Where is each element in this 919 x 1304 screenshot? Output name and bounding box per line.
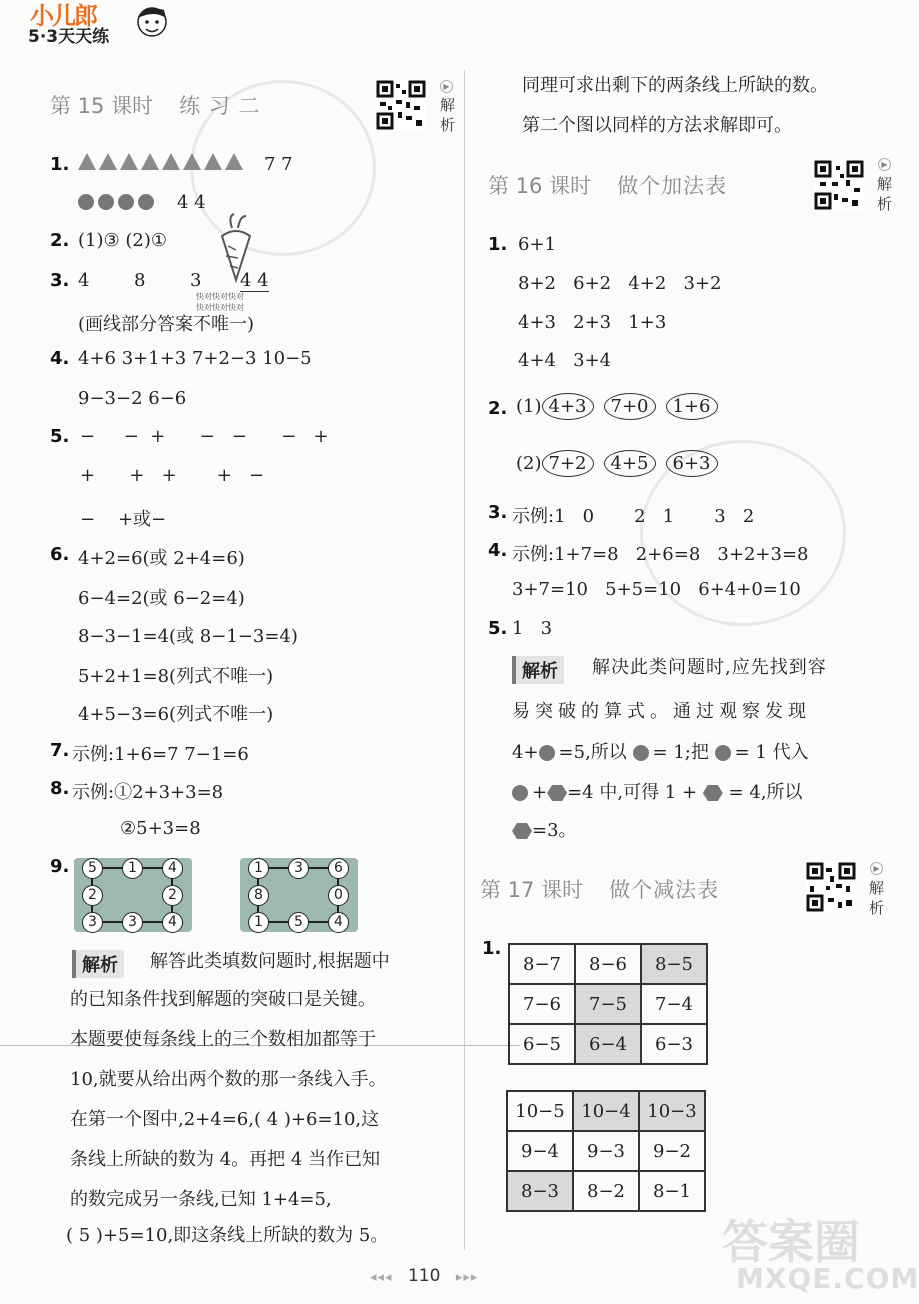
table-cell: 6−4 — [575, 1024, 641, 1064]
circle-symbol-icon — [633, 745, 649, 761]
lesson-15-title — [50, 90, 260, 120]
q16-3-answer: 示例:1 0 2 1 3 2 — [512, 506, 755, 527]
circled-answer: 1+6 — [666, 393, 718, 420]
table-cell: 10−5 — [507, 1091, 573, 1131]
q15-4-line-1: 4+6 3+1+3 7+2−3 10−5 — [78, 348, 312, 369]
q17-1-number: 1. — [482, 938, 502, 959]
lesson-16-title — [488, 170, 727, 200]
puzzle2-cell: 1 — [248, 858, 269, 879]
watermark-url: MXQE.COM — [736, 1262, 919, 1295]
analysis-line-6: 条线上所缺的数为 4。再把 4 当作已知 — [70, 1149, 381, 1170]
table-cell: 6−5 — [509, 1024, 575, 1064]
analysis-line-8: ( 5 )+5=10,即这条线上所缺的数为 5。 — [66, 1225, 389, 1246]
analysis-text: =4 中,可得 1 + — [567, 782, 698, 803]
q15-6-line-2: 6−4=2(或 6−2=4) — [78, 588, 245, 609]
analysis-text: =5,所以 — [558, 742, 627, 763]
q15-2-number: 2. — [50, 230, 70, 251]
play-icon: ▶ — [440, 80, 453, 93]
q16-2-row-2 — [516, 450, 728, 477]
q15-8-line-1: 示例:①2+3+3=8 — [72, 782, 224, 803]
puzzle1-cell: 5 — [82, 858, 103, 879]
puzzle1-cell: 3 — [122, 912, 143, 933]
subtraction-table-2 — [506, 1090, 706, 1212]
hexagon-symbol-icon — [512, 823, 532, 839]
q15-8-number: 8. — [50, 778, 70, 799]
subtraction-table-1 — [508, 943, 708, 1065]
play-icon: ▶ — [870, 862, 883, 875]
q15-6-line-1: 4+2=6(或 2+4=6) — [78, 548, 245, 569]
table-cell: 10−4 — [573, 1091, 639, 1131]
puzzle1-cell: 4 — [162, 858, 183, 879]
table-cell: 7−6 — [509, 984, 575, 1024]
number-puzzle-1 — [74, 858, 192, 932]
q15-2-answer: (1)③ (2)① — [78, 230, 167, 251]
continued-line-1: 同理可求出剩下的两条线上所缺的数。 — [522, 75, 828, 96]
puzzle2-cell: 3 — [288, 858, 309, 879]
puzzle1-cell: 2 — [82, 885, 103, 906]
page-number: 110 — [407, 1266, 441, 1286]
prev-arrows-icon: ◂◂◂ — [370, 1270, 393, 1285]
table-cell: 8−6 — [575, 944, 641, 984]
q16-1-line-2: 8+2 6+2 4+2 3+2 — [518, 273, 722, 294]
table-cell: 8−1 — [639, 1171, 705, 1211]
q16-2-number: 2. — [488, 398, 508, 419]
q16-5-analysis-1: 解决此类问题时,应先找到容 — [592, 657, 827, 678]
number-puzzle-2 — [240, 858, 358, 932]
lesson-16-number: 第 16 课时 — [488, 174, 592, 198]
q15-4-number: 4. — [50, 348, 70, 369]
watermark-main: 答案圈 — [722, 1215, 860, 1269]
tiny-stamp-2: 快对快对快对 — [196, 303, 244, 312]
q15-1-number: 1. — [50, 154, 70, 175]
brand-logo — [22, 0, 182, 46]
q16-2-row-1 — [516, 393, 728, 420]
q15-6-line-3: 8−3−1=4(或 8−1−3=4) — [78, 626, 298, 647]
puzzle1-cell: 1 — [122, 858, 143, 879]
circle-symbol-icon — [715, 745, 731, 761]
q16-3-number: 3. — [488, 502, 508, 523]
lesson-17-number: 第 17 课时 — [480, 878, 584, 902]
q15-9-number: 9. — [50, 856, 70, 877]
hexagon-symbol-icon — [547, 785, 567, 801]
hexagon-symbol-icon — [703, 785, 723, 801]
qr-code-lesson-17[interactable] — [806, 862, 856, 912]
next-arrows-icon: ▸▸▸ — [455, 1270, 479, 1285]
lesson-17-title — [480, 874, 719, 904]
q15-3-number: 3. — [50, 270, 70, 291]
table-cell: 8−5 — [641, 944, 707, 984]
q15-5-line-1: − − + − − − + — [80, 426, 329, 447]
q16-1-line-4: 4+4 3+4 — [518, 350, 612, 371]
q16-5-analysis-4 — [512, 778, 803, 804]
table-cell: 8−7 — [509, 944, 575, 984]
analysis-text: = 1;把 — [652, 742, 709, 763]
q16-5-number: 5. — [488, 618, 508, 639]
carrot-icon — [214, 212, 258, 282]
q16-5-answer: 1 3 — [512, 618, 553, 639]
q15-1-triangles — [78, 153, 246, 175]
circled-answer: 7+2 — [542, 450, 594, 477]
puzzle2-cell: 1 — [248, 912, 269, 933]
circled-answer: 4+3 — [542, 393, 594, 420]
q15-3-note: (画线部分答案不唯一) — [78, 314, 255, 335]
q15-3-a: 4 — [78, 270, 90, 291]
q16-1-line-1: 6+1 — [518, 234, 556, 255]
q16-4-number: 4. — [488, 540, 508, 561]
q15-4-line-2: 9−3−2 6−6 — [78, 388, 187, 409]
analysis-line-1: 解答此类填数问题时,根据题中 — [150, 951, 390, 972]
page-footer — [370, 1266, 478, 1286]
puzzle1-cell: 2 — [162, 885, 183, 906]
analysis-line-4: 10,就要从给出两个数的那一条线入手。 — [70, 1069, 387, 1090]
q15-6-line-5: 4+5−3=6(列式不唯一) — [78, 704, 274, 725]
lesson-15-name: 练 习 二 — [179, 94, 261, 118]
q15-5-line-3: − +或− — [80, 509, 167, 530]
lesson-16-name: 做个加法表 — [617, 174, 728, 198]
analysis-label-right: 解析 — [512, 656, 564, 684]
analysis-line-5: 在第一个图中,2+4=6,( 4 )+6=10,这 — [70, 1109, 380, 1130]
analysis-label-left: 解析 — [72, 950, 124, 978]
q16-2-part-2: (2) — [516, 453, 542, 474]
analysis-line-3: 本题要使每条线上的三个数相加都等于 — [70, 1029, 376, 1050]
q15-7-number: 7. — [50, 740, 70, 761]
q15-8-line-2: ②5+3=8 — [120, 818, 201, 839]
analysis-text: =3。 — [532, 820, 577, 841]
qr-code-icon — [814, 160, 864, 210]
analysis-line-7: 的数完成另一条线,已知 1+4=5, — [70, 1189, 332, 1210]
table-cell: 8−2 — [573, 1171, 639, 1211]
series-name: 5·3天天练 — [28, 27, 110, 47]
q16-5-analysis-5 — [512, 816, 577, 842]
column-divider — [464, 70, 465, 1250]
q16-5-analysis-2: 易突破的算式。通过观察发现 — [512, 701, 811, 722]
q16-4-line-2: 3+7=10 5+5=10 6+4+0=10 — [512, 579, 801, 600]
table-cell: 9−2 — [639, 1131, 705, 1171]
table-cell: 7−5 — [575, 984, 641, 1024]
analysis-text: 4+ — [512, 742, 539, 763]
lesson-15-number: 第 15 课时 — [50, 94, 154, 118]
qr-label-lesson-15: 解析 — [440, 96, 456, 134]
boy-mascot-icon — [134, 2, 170, 40]
puzzle1-cell: 4 — [162, 912, 183, 933]
q15-3-c: 3 — [190, 270, 202, 291]
q15-6-line-4: 5+2+1=8(列式不唯一) — [78, 666, 274, 687]
q15-1-dots — [78, 191, 158, 212]
table-cell: 9−4 — [507, 1131, 573, 1171]
puzzle2-cell: 4 — [328, 912, 349, 933]
qr-code-icon — [806, 862, 856, 912]
q15-3-d: 4 4 — [240, 270, 269, 291]
q16-2-part-1: (1) — [516, 396, 542, 417]
circle-symbol-icon — [539, 745, 555, 761]
q15-7-answer: 示例:1+6=7 7−1=6 — [72, 744, 249, 765]
qr-label-lesson-16: 解析 — [877, 175, 893, 213]
lesson-17-name: 做个减法表 — [609, 878, 720, 902]
q15-1-answer-1: 7 7 — [264, 154, 293, 175]
q15-5-line-2: + + + + − — [80, 465, 265, 486]
analysis-line-2: 的已知条件找到解题的突破口是关键。 — [70, 989, 376, 1010]
play-icon: ▶ — [878, 158, 891, 171]
table-cell: 6−3 — [641, 1024, 707, 1064]
table-cell: 7−4 — [641, 984, 707, 1024]
qr-code-icon — [376, 80, 426, 130]
analysis-text: = 4,所以 — [728, 782, 803, 803]
circled-answer: 4+5 — [604, 450, 656, 477]
analysis-text: + — [532, 782, 548, 803]
circled-answer: 6+3 — [666, 450, 718, 477]
qr-label-lesson-17: 解析 — [869, 879, 885, 917]
puzzle2-cell: 6 — [328, 858, 349, 879]
q16-1-number: 1. — [488, 234, 508, 255]
circled-answer: 7+0 — [604, 393, 656, 420]
tiny-stamp-1: 快对快对快对 — [196, 292, 244, 301]
puzzle2-cell: 8 — [248, 885, 269, 906]
table-cell: 9−3 — [573, 1131, 639, 1171]
circle-symbol-icon — [512, 785, 528, 801]
q16-4-line-1: 示例:1+7=8 2+6=8 3+2+3=8 — [512, 544, 809, 565]
puzzle1-cell: 3 — [82, 912, 103, 933]
q15-3-b: 8 — [134, 270, 146, 291]
q15-6-number: 6. — [50, 544, 70, 565]
puzzle2-cell: 0 — [328, 885, 349, 906]
q15-5-number: 5. — [50, 426, 70, 447]
qr-code-lesson-15[interactable] — [376, 80, 426, 130]
table-cell: 8−3 — [507, 1171, 573, 1211]
continued-line-2: 第二个图以同样的方法求解即可。 — [522, 115, 792, 136]
qr-code-lesson-16[interactable] — [814, 160, 864, 210]
q15-1-answer-2: 4 4 — [177, 192, 206, 213]
q16-5-analysis-3 — [512, 738, 809, 764]
puzzle2-cell: 5 — [288, 912, 309, 933]
brand-name: 小儿郎 — [30, 2, 96, 30]
q16-1-line-3: 4+3 2+3 1+3 — [518, 312, 667, 333]
analysis-text: = 1 代入 — [734, 742, 809, 763]
table-cell: 10−3 — [639, 1091, 705, 1131]
